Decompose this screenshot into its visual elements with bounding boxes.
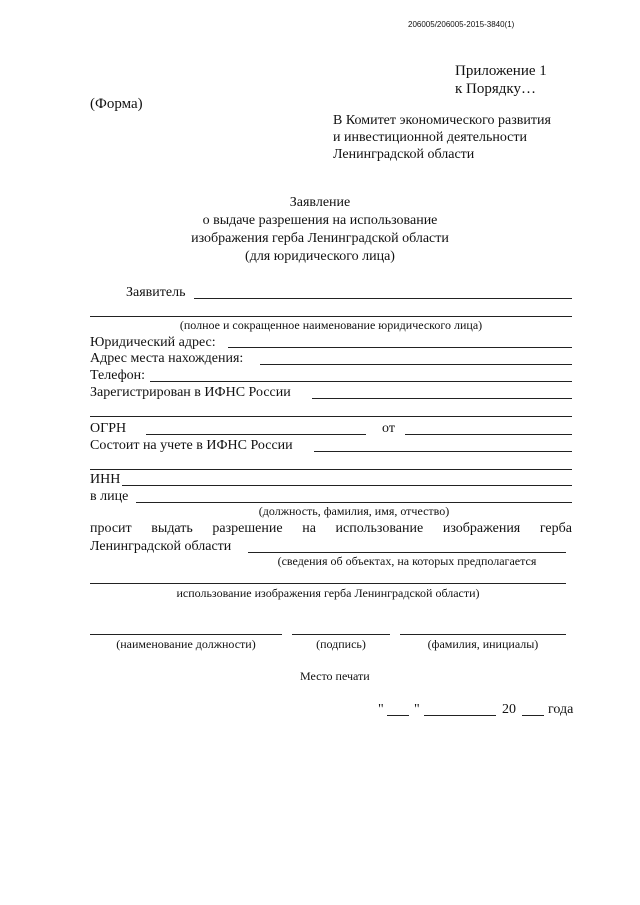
person-label: в лице	[90, 489, 129, 504]
date-quote-open: "	[378, 702, 384, 717]
appendix-reference: к Порядку…	[455, 81, 536, 97]
request-word: просит	[90, 521, 132, 536]
applicant-field-line-2[interactable]	[90, 316, 572, 317]
location-address-field-line[interactable]	[260, 364, 572, 365]
phone-label: Телефон:	[90, 368, 146, 383]
applicant-label: Заявитель	[126, 285, 186, 300]
legal-address-label: Юридический адрес:	[90, 335, 216, 350]
registered-field-line-2[interactable]	[90, 416, 572, 417]
tax-registered-field-line[interactable]	[314, 451, 572, 452]
ogrn-label: ОГРН	[90, 421, 127, 436]
date-day-field-line[interactable]	[387, 715, 409, 716]
full-name-field-line[interactable]	[400, 634, 566, 635]
request-line-2: Ленинградской области	[90, 539, 232, 554]
title-line-2: о выдаче разрешения на использование	[202, 213, 438, 228]
title-line-4: (для юридического лица)	[245, 249, 395, 264]
objects-hint-2: использование изображения герба Ленинградской области)	[176, 586, 480, 600]
legal-address-field-line[interactable]	[228, 347, 572, 348]
date-year-suffix: года	[548, 702, 574, 717]
person-field-line[interactable]	[136, 502, 572, 503]
date-year-field-line[interactable]	[522, 715, 544, 716]
tax-registered-field-line-2[interactable]	[90, 469, 572, 470]
person-hint: (должность, фамилия, имя, отчество)	[258, 504, 450, 518]
request-word: герба	[539, 521, 572, 536]
date-quote-close: "	[414, 702, 420, 717]
addressee-line-3: Ленинградской области	[333, 147, 475, 162]
location-address-label: Адрес места нахождения:	[90, 351, 244, 366]
request-line-1	[90, 520, 572, 537]
objects-field-line-2[interactable]	[90, 583, 566, 584]
form-label: (Форма)	[90, 96, 143, 112]
ogrn-date-field-line[interactable]	[405, 434, 572, 435]
objects-field-line[interactable]	[248, 552, 566, 553]
position-field-line[interactable]	[90, 634, 282, 635]
objects-hint-1: (сведения об объектах, на которых предполагается	[277, 554, 537, 568]
request-word: на	[302, 521, 316, 536]
signature-hint: (подпись)	[316, 637, 366, 651]
date-month-field-line[interactable]	[424, 715, 496, 716]
request-word: разрешение	[212, 521, 283, 536]
date-year-prefix: 20	[502, 702, 516, 717]
document-id: 206005/206005-2015-3840(1)	[408, 20, 515, 29]
request-word: использование	[335, 521, 424, 536]
stamp-place: Место печати	[300, 669, 370, 683]
title-line-1: Заявление	[289, 195, 351, 210]
ogrn-date-label: от	[382, 421, 395, 436]
title-line-3: изображения герба Ленинградской области	[191, 231, 449, 246]
applicant-field-line[interactable]	[194, 298, 572, 299]
inn-field-line[interactable]	[122, 485, 572, 486]
signature-field-line[interactable]	[292, 634, 390, 635]
addressee-line-2: и инвестиционной деятельности	[333, 130, 527, 145]
registered-label: Зарегистрирован в ИФНС России	[90, 385, 291, 400]
appendix-number: Приложение 1	[455, 63, 547, 79]
request-word: изображения	[442, 521, 521, 536]
full-name-hint: (фамилия, инициалы)	[427, 637, 539, 651]
registered-field-line[interactable]	[312, 398, 572, 399]
ogrn-field-line[interactable]	[146, 434, 366, 435]
tax-registered-label: Состоит на учете в ИФНС России	[90, 438, 293, 453]
inn-label: ИНН	[90, 472, 121, 487]
request-word: выдать	[151, 521, 193, 536]
phone-field-line[interactable]	[150, 381, 572, 382]
position-hint: (наименование должности)	[116, 637, 256, 651]
name-hint: (полное и сокращенное наименование юридического лица)	[179, 318, 483, 332]
addressee-line-1: В Комитет экономического развития	[333, 113, 551, 128]
